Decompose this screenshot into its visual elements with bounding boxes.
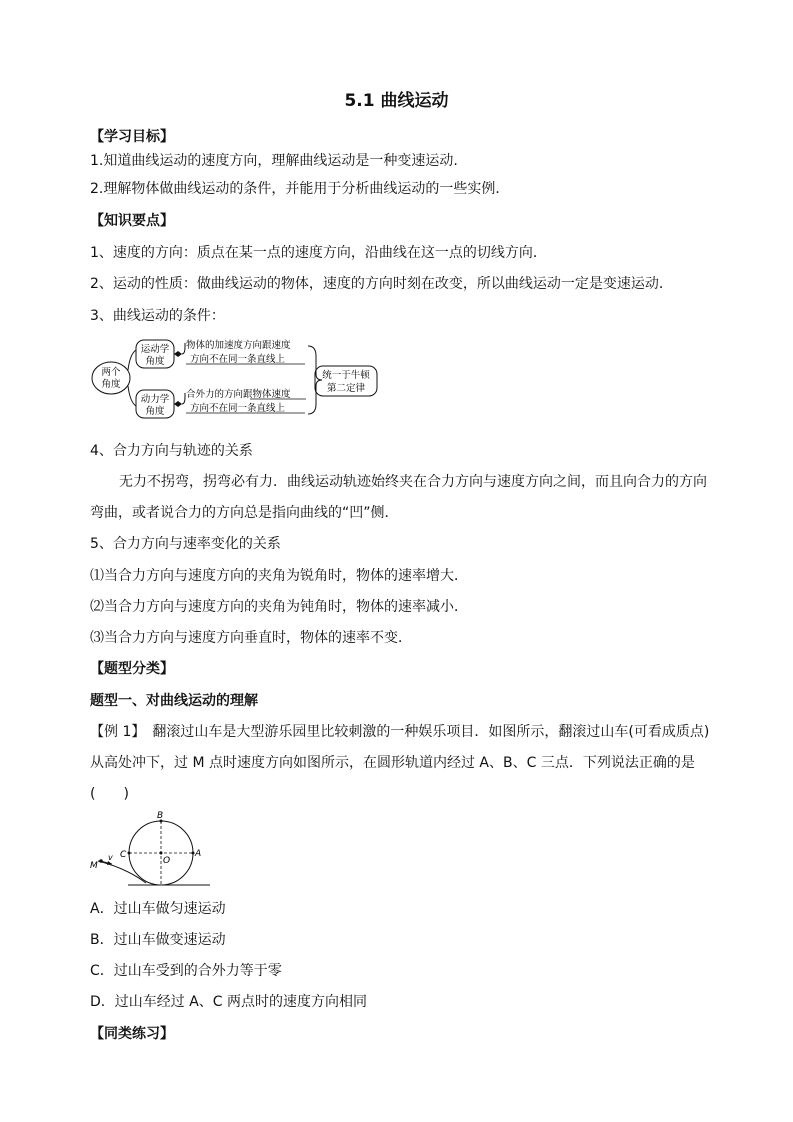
goal-item-1: 1.知道曲线运动的速度方向，理解曲线运动是一种变速运动.: [90, 153, 458, 169]
dyn-label-2: 角度: [145, 406, 165, 417]
kin-text-1: 物体的加速度方向跟速度: [186, 340, 291, 351]
knowledge-point-1: 1、速度的方向：质点在某一点的速度方向，沿曲线在这一点的切线方向．: [90, 245, 547, 261]
goal-item-2: 2.理解物体做曲线运动的条件，并能用于分析曲线运动的一些实例．: [90, 181, 510, 197]
label-c: C: [120, 850, 127, 860]
goals-heading: 【学习目标】: [90, 129, 174, 145]
dyn-text-2: 方向不在同一条直线上: [190, 403, 286, 414]
roller-coaster-figure: [88, 806, 218, 888]
root-label-1: 两个: [101, 367, 121, 378]
knowledge-point-2: 2、运动的性质：做曲线运动的物体，速度的方向时刻在改变，所以曲线运动一定是变速运动．: [90, 276, 673, 292]
kin-label-1: 运动学: [140, 344, 170, 355]
example-line-1: 【例 1】 翻滚过山车是大型游乐园里比较刺激的一种娱乐项目．如图所示，翻滚过山车(可看成质点): [90, 724, 710, 740]
kin-label-2: 角度: [145, 356, 165, 367]
knowledge-point-4: 4、合力方向与轨迹的关系: [90, 443, 253, 459]
type-one-heading: 题型一、对曲线运动的理解: [90, 693, 258, 709]
point-4-body-line-1: 无力不拐弯，拐弯必有力．曲线运动轨迹始终夹在合力方向与速度方向之间，而且向合力的方向: [119, 474, 707, 490]
point-5-item-1: ⑴当合力方向与速度方向的夹角为锐角时，物体的速率增大．: [90, 568, 468, 584]
page-title: 5.1 曲线运动: [344, 91, 449, 111]
dyn-label-1: 动力学: [140, 394, 170, 405]
result-label-1: 统一于牛顿: [322, 370, 370, 381]
practice-heading: 【同类练习】: [90, 1026, 174, 1042]
point-4-body-line-2: 弯曲，或者说合力的方向总是指向曲线的“凹”侧．: [90, 505, 399, 521]
example-line-2: 从高处冲下，过 M 点时速度方向如图所示，在圆形轨道内经过 A、B、C 三点．下列说法正确的是: [90, 755, 695, 771]
option-a: A．过山车做匀速运动: [90, 901, 226, 917]
point-5-item-3: ⑶当合力方向与速度方向垂直时，物体的速率不变．: [90, 630, 412, 646]
label-m: M: [90, 861, 98, 871]
kin-text-2: 方向不在同一条直线上: [190, 354, 286, 365]
condition-diagram: [90, 330, 390, 422]
result-label-2: 第二定律: [326, 383, 366, 394]
option-c: C．过山车受到的合外力等于零: [90, 963, 282, 979]
root-label-2: 角度: [101, 379, 121, 390]
option-d: D．过山车经过 A、C 两点时的速度方向相同: [90, 994, 368, 1010]
point-5-item-2: ⑵当合力方向与速度方向的夹角为钝角时，物体的速率减小．: [90, 599, 468, 615]
label-o: O: [163, 856, 171, 866]
label-v: v: [108, 853, 113, 862]
knowledge-heading: 【知识要点】: [90, 213, 174, 229]
option-b: B．过山车做变速运动: [90, 932, 226, 948]
types-heading: 【题型分类】: [90, 661, 174, 677]
knowledge-point-3: 3、曲线运动的条件：: [90, 308, 225, 324]
knowledge-point-5: 5、合力方向与速率变化的关系: [90, 536, 281, 552]
dyn-text-1: 合外力的方向跟物体速度: [186, 389, 291, 400]
label-b: B: [157, 811, 164, 821]
label-a: A: [195, 849, 202, 859]
example-line-3: ( ): [90, 786, 129, 802]
